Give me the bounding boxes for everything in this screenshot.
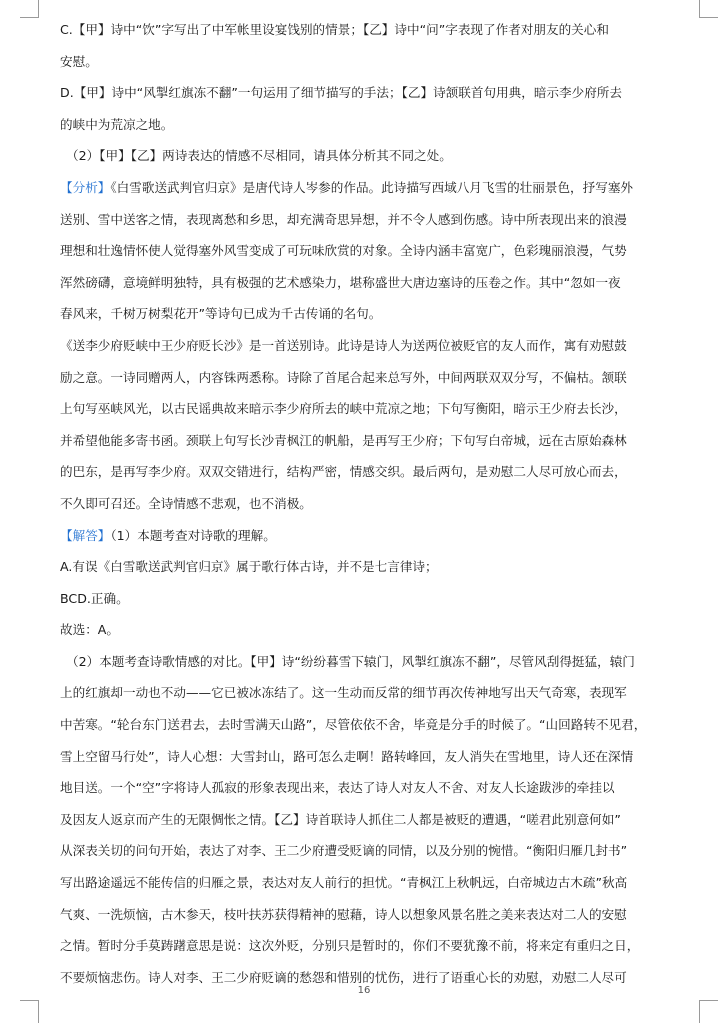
text-line: 安慰。	[60, 53, 98, 69]
crop-mark-top-left-h	[20, 17, 39, 18]
crop-mark-bottom-left	[38, 1000, 39, 1023]
section-tag: 【解答】	[60, 527, 111, 543]
text-line: 上的红旗却一动也不动——它已被冰冻结了。这一生动而反常的细节再次传神地写出天气奇寒，表现军	[60, 685, 627, 701]
text-line: BCD.正确。	[60, 590, 129, 606]
text-line: 气爽、一洗烦恼，古木参天，枝叶扶苏获得精神的慰藉，诗人以想象风景名胜之美来表达对二人的安慰	[60, 906, 627, 922]
text-line: 写出路途遥远不能传信的归雁之景，表达对友人前行的担忧。“青枫江上秋帆远，白帝城边古木疏”秋高	[60, 875, 628, 891]
question-line: （2）【甲】【乙】两诗表达的情感不尽相同，请具体分析其不同之处。	[66, 148, 452, 164]
text-line: 不久即可召还。全诗情感不悲观，也不消极。	[60, 495, 312, 511]
analysis-heading-line: 【分析】《白雪歌送武判官归京》是唐代诗人岑参的作品。此诗描写西域八月飞雪的壮丽景色，抒写塞外	[60, 179, 634, 195]
text-line: 并希望他能多寄书函。颈联上句写长沙青枫江的帆船，是再写王少府；下句写白帝城，远在古原始森林	[60, 432, 627, 448]
text-line: 及因友人返京而产生的无限惆怅之情。【乙】诗首联诗人抓住二人都是被贬的遭遇，“嗟君此别意何如”	[60, 811, 621, 827]
text-line: 地目送。一个“空”字将诗人孤寂的形象表现出来，表达了诗人对友人不舍、对友人长途跋涉的牵挂以	[60, 780, 615, 796]
document-page	[60, 14, 700, 993]
text-line: 浑然磅礴，意境鲜明独特，具有极强的艺术感染力，堪称盛世大唐边塞诗的压卷之作。其中“忽如一夜	[60, 274, 621, 290]
text-line: 上句写巫峡风光，以古民谣典故来暗示李少府所去的峡中荒凉之地；下句写衡阳，暗示王少府去长沙，	[60, 401, 627, 417]
text-line: 春风来，千树万树梨花开”等诗句已成为千古传诵的名句。	[60, 306, 382, 322]
crop-mark-bottom-right-h	[699, 1000, 718, 1001]
text-line: 中苦寒。“轮台东门送君去，去时雪满天山路”，尽管依依不舍，毕竟是分手的时候了。“山回路转不见君，	[60, 717, 647, 733]
text-line: 雪上空留马行处”，诗人心想：大雪封山，路可怎么走啊！路转峰回，友人消失在雪地里，诗人还在深情	[60, 748, 634, 764]
crop-mark-top-left	[38, 0, 39, 18]
text-line: 《送李少府贬峡中王少府贬长沙》是一首送别诗。此诗是诗人为送两位被贬官的友人而作，寓有劝慰鼓	[60, 337, 627, 353]
text-line: A.有误《白雪歌送武判官归京》属于歌行体古诗，并不是七言律诗；	[60, 559, 438, 575]
crop-mark-bottom-left-h	[20, 1000, 39, 1001]
page-number: 16	[357, 985, 371, 996]
text-line: 的巴东，是再写李少府。双双交错进行，结构严密，情感交织。最后两句，是劝慰二人尽可放心而去，	[60, 464, 627, 480]
text-line: C.【甲】诗中“饮”字写出了中军帐里设宴饯别的情景；【乙】诗中“问”字表现了作者对朋友的关心和	[60, 22, 609, 37]
text-line: 的峡中为荒凉之地。	[60, 116, 174, 132]
text-line: 送别、雪中送客之情，表现离愁和乡思，却充满奇思异想，并不令人感到伤感。诗中所表现出来的浪漫	[60, 211, 627, 227]
text-line: 之情。暂时分手莫踌躇意思是说：这次外贬，分别只是暂时的，你们不要犹豫不前，将来定有重归之日，	[60, 938, 640, 954]
text-line: 故选：A。	[60, 622, 119, 638]
crop-mark-top-right-h	[699, 17, 718, 18]
crop-mark-bottom-right	[699, 1000, 700, 1023]
answer-heading-line: 【解答】（1）本题考查对诗歌的理解。	[60, 527, 276, 543]
section-tag: 【分析】	[60, 179, 111, 195]
text-line: 励之意。一诗同赠两人，内容铢两悉称。诗除了首尾合起来总写外，中间两联双双分写，不偏枯。颔联	[60, 369, 627, 385]
text-line: 从深表关切的问句开始，表达了对李、王二少府遭受贬谪的同情，以及分别的惋惜。“衡阳归雁几封书”	[60, 843, 628, 859]
text-line: D.【甲】诗中“风掣红旗冻不翻”一句运用了细节描写的手法；【乙】诗颔联首句用典，暗示李少府所去	[60, 85, 622, 101]
text-line: 不要烦恼悲伤。诗人对李、王二少府贬谪的愁怨和惜别的忧伤，进行了语重心长的劝慰，劝慰二人尽可	[60, 969, 627, 985]
text-line: （2）本题考查诗歌情感的对比。【甲】诗“纷纷暮雪下辕门，风掣红旗冻不翻”，尽管风刮得挺猛，辕门	[66, 653, 635, 669]
text-line: 理想和壮逸情怀使人觉得塞外风雪变成了可玩味欣赏的对象。全诗内涵丰富宽广，色彩瑰丽浪漫，气势	[60, 243, 627, 259]
